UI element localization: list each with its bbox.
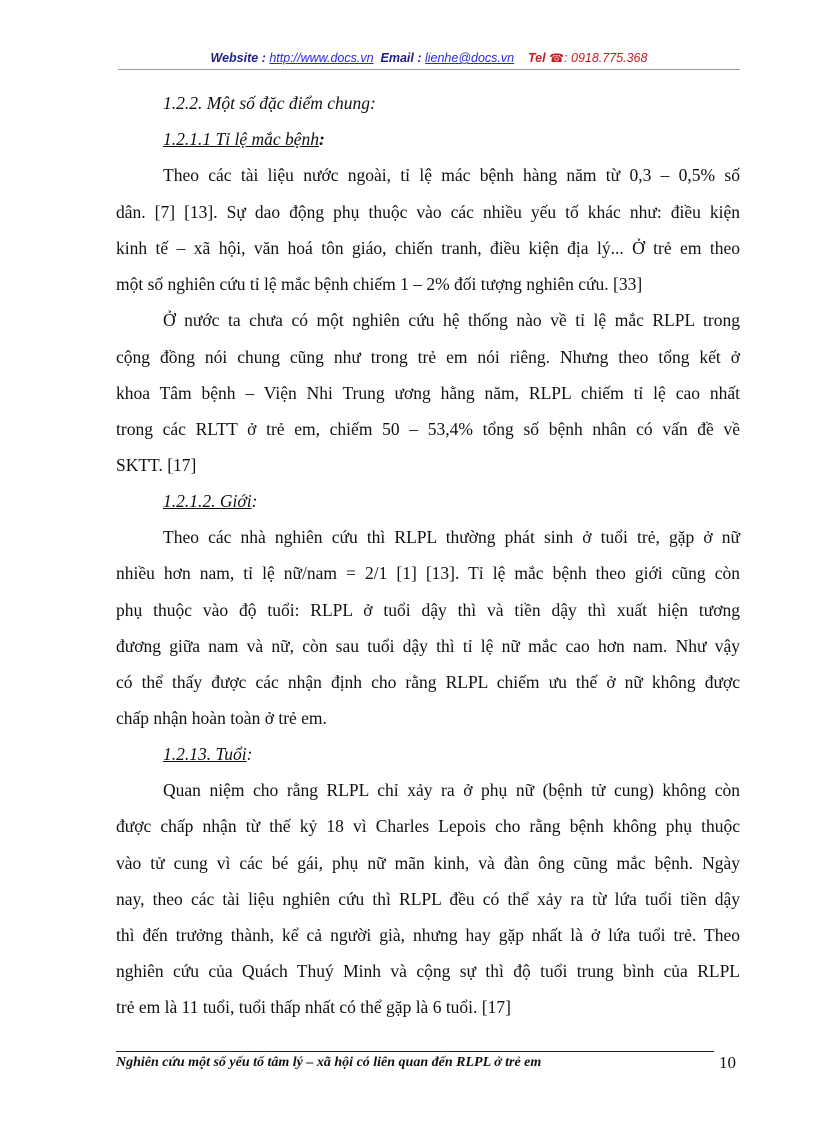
- tel-label: Tel: [528, 51, 550, 65]
- paragraph-line: thì đến trưởng thành, kể cả người già, nhưng hay gặp nhất là ở lứa tuổi trẻ. Theo: [116, 925, 740, 945]
- subsection-title-suffix: :: [319, 129, 325, 149]
- website-link[interactable]: http://www.docs.vn: [269, 51, 374, 65]
- paragraph-line: Quan niệm cho rằng RLPL chỉ xảy ra ở phụ nữ (bệnh tử cung) không còn: [163, 780, 740, 800]
- paragraph-line: SKTT. [17]: [116, 455, 197, 475]
- subsection-title-gender: [116, 486, 740, 516]
- paragraph-line: được chấp nhận từ thế kỷ 18 vì Charles Lepois cho rằng bệnh không phụ thuộc: [116, 816, 740, 836]
- tel-value: : 0918.775.368: [564, 51, 648, 65]
- paragraph-line: một số nghiên cứu tỉ lệ mắc bệnh chiếm 1 – 2% đối tượng nghiên cứu. [33]: [116, 274, 643, 294]
- subsection-title-age: [116, 739, 740, 769]
- paragraph-line: chấp nhận hoàn toàn ở trẻ em.: [116, 708, 327, 728]
- subsection-title-text: 1.2.1.1 Tỉ lệ mắc bệnh: [163, 129, 320, 149]
- paragraph-line: vào tử cung vì các bé gái, phụ nữ mãn kinh, và đàn ông cũng mắc bệnh. Ngày: [116, 853, 740, 873]
- subsection-title-text: 1.2.1.2. Giới: [163, 491, 252, 511]
- page-number: 10: [719, 1053, 736, 1072]
- paragraph-line: dân. [7] [13]. Sự dao động phụ thuộc vào các nhiều yếu tố khác như: điều kiện: [116, 202, 740, 222]
- paragraph-line: cộng đồng nói chung cũng như trong trẻ em nói riêng. Nhưng theo tổng kết ở: [116, 347, 740, 367]
- subsection-title-suffix: :: [251, 491, 258, 511]
- paragraph-line: có thể thấy được các nhận định cho rằng RLPL chiếm ưu thế ở nữ không được: [116, 672, 740, 692]
- page-header: [118, 50, 740, 70]
- paragraph-line: Theo các nhà nghiên cứu thì RLPL thường phát sinh ở tuổi trẻ, gặp ở nữ: [163, 527, 740, 547]
- phone-icon: ☎: [549, 51, 565, 65]
- subsection-title-text: 1.2.13. Tuổi: [163, 744, 247, 764]
- paragraph-line: trẻ em là 11 tuổi, tuổi thấp nhất có thể gặp là 6 tuổi. [17]: [116, 997, 511, 1017]
- website-label: Website :: [210, 51, 270, 65]
- paragraph-line: trong các RLTT ở trẻ em, chiếm 50 – 53,4% tổng số bệnh nhân có vấn đề về: [116, 419, 740, 439]
- subsection-title-suffix: :: [246, 744, 253, 764]
- footer-title: Nghiên cứu một số yếu tố tâm lý – xã hội có liên quan đến RLPL ở trẻ em: [116, 1055, 542, 1070]
- footer-divider: [116, 1051, 714, 1052]
- paragraph-line: nay, theo các tài liệu nghiên cứu thì RLPL đều có thể xảy ra từ lứa tuổi tiền dậy: [116, 889, 740, 909]
- paragraph-line: Ở nước ta chưa có một nghiên cứu hệ thống nào về tỉ lệ mắc RLPL trong: [163, 310, 740, 330]
- subsection-title-rate: [116, 124, 740, 154]
- section-heading: 1.2.2. Một số đặc điểm chung:: [163, 93, 376, 113]
- paragraph-line: đương giữa nam và nữ, còn sau tuổi dậy thì tỉ lệ nữ mắc cao hơn nam. Như vậy: [116, 636, 740, 656]
- email-link[interactable]: lienhe@docs.vn: [424, 51, 515, 65]
- paragraph-line: kinh tế – xã hội, văn hoá tôn giáo, chiến tranh, điều kiện địa lý... Ở trẻ em theo: [116, 238, 740, 258]
- paragraph-line: nghiên cứu của Quách Thuý Minh và cộng sự thì độ tuổi trung bình của RLPL: [116, 961, 740, 981]
- paragraph-line: nhiều hơn nam, tỉ lệ nữ/nam = 2/1 [1] [13]. Tỉ lệ mắc bệnh theo giới cũng còn: [116, 563, 740, 583]
- paragraph-line: Theo các tài liệu nước ngoài, tỉ lệ mác bệnh hàng năm từ 0,3 – 0,5% số: [163, 165, 740, 185]
- paragraph-line: phụ thuộc vào độ tuổi: RLPL ở tuổi dậy thì và tiền dậy thì xuất hiện tương: [116, 600, 740, 620]
- email-label: Email :: [380, 51, 425, 65]
- paragraph-line: khoa Tâm bệnh – Viện Nhi Trung ương hằng năm, RLPL chiếm tỉ lệ cao nhất: [116, 383, 740, 403]
